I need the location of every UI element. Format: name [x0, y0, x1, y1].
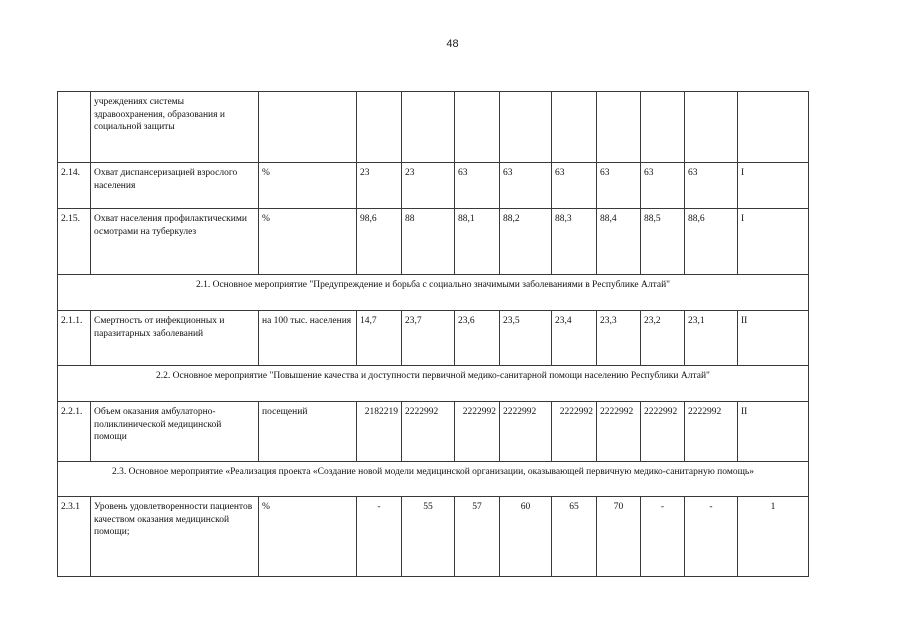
value-cell: 2222992	[552, 402, 597, 462]
section-row	[58, 275, 809, 311]
value-cell: -	[641, 497, 685, 577]
value-cell: 2182219	[357, 402, 402, 462]
unit-cell	[259, 92, 357, 163]
value-cell: 2222992	[500, 402, 552, 462]
value-cell: 98,6	[357, 209, 402, 275]
type-cell: I	[738, 209, 809, 275]
value-cell: 70	[597, 497, 641, 577]
type-cell	[738, 92, 809, 163]
section-row	[58, 366, 809, 402]
value-cell	[552, 92, 597, 163]
value-cell: 23,2	[641, 311, 685, 366]
type-cell: 1	[738, 497, 809, 577]
value-cell: -	[685, 497, 738, 577]
indicator-name: Уровень удовлетворенности пациентов качеством оказания медицинской помощи;	[91, 497, 259, 577]
value-cell: 63	[685, 163, 738, 209]
table-row	[58, 311, 809, 366]
value-cell: 23,3	[597, 311, 641, 366]
value-cell: 63	[641, 163, 685, 209]
value-cell: 60	[500, 497, 552, 577]
indicator-name: Объем оказания амбулаторно-поликлинической медицинской помощи	[91, 402, 259, 462]
type-cell: II	[738, 402, 809, 462]
row-number: 2.14.	[58, 163, 91, 209]
indicator-name: Охват населения профилактическими осмотрами на туберкулез	[91, 209, 259, 275]
indicator-table	[57, 91, 809, 577]
value-cell: 88,4	[597, 209, 641, 275]
value-cell: 63	[552, 163, 597, 209]
value-cell: 88,2	[500, 209, 552, 275]
value-cell: 88,3	[552, 209, 597, 275]
value-cell: 23,7	[402, 311, 455, 366]
value-cell	[402, 92, 455, 163]
row-number: 2.2.1.	[58, 402, 91, 462]
value-cell: 63	[455, 163, 500, 209]
row-number: 2.3.1	[58, 497, 91, 577]
row-number	[58, 92, 91, 163]
indicator-name: учреждениях системы здравоохранения, образования и социальной защиты	[91, 92, 259, 163]
table-row	[58, 163, 809, 209]
indicator-name: Смертность от инфекционных и паразитарных заболеваний	[91, 311, 259, 366]
section-row	[58, 462, 809, 497]
value-cell: 14,7	[357, 311, 402, 366]
unit-cell: посещений	[259, 402, 357, 462]
value-cell: 23,5	[500, 311, 552, 366]
value-cell	[685, 92, 738, 163]
value-cell: 88,1	[455, 209, 500, 275]
section-heading: 2.2. Основное мероприятие "Повышение качества и доступности первичной медико-санитарной помощи населению Республики Алтай"	[58, 366, 809, 402]
value-cell	[357, 92, 402, 163]
type-cell: II	[738, 311, 809, 366]
value-cell: 2222992	[641, 402, 685, 462]
value-cell: 23,6	[455, 311, 500, 366]
table-row	[58, 497, 809, 577]
table-row	[58, 209, 809, 275]
value-cell: 65	[552, 497, 597, 577]
unit-cell: %	[259, 163, 357, 209]
row-number: 2.1.1.	[58, 311, 91, 366]
unit-cell: %	[259, 497, 357, 577]
table-row	[58, 402, 809, 462]
value-cell: 23,1	[685, 311, 738, 366]
value-cell	[641, 92, 685, 163]
table-row	[58, 92, 809, 163]
value-cell: 63	[597, 163, 641, 209]
value-cell: 2222992	[597, 402, 641, 462]
indicator-name: Охват диспансеризацией взрослого населения	[91, 163, 259, 209]
value-cell: 23,4	[552, 311, 597, 366]
value-cell: 63	[500, 163, 552, 209]
value-cell: 88	[402, 209, 455, 275]
page-number: 48	[446, 38, 459, 50]
value-cell: 2222992	[402, 402, 455, 462]
value-cell: -	[357, 497, 402, 577]
section-heading: 2.1. Основное мероприятие "Предупреждение и борьба с социально значимыми заболеваниями в Республике Алтай"	[58, 275, 809, 311]
value-cell: 88,5	[641, 209, 685, 275]
value-cell: 23	[402, 163, 455, 209]
type-cell: I	[738, 163, 809, 209]
unit-cell: на 100 тыс. населения	[259, 311, 357, 366]
value-cell: 2222992	[685, 402, 738, 462]
value-cell: 55	[402, 497, 455, 577]
value-cell	[597, 92, 641, 163]
value-cell	[455, 92, 500, 163]
value-cell: 23	[357, 163, 402, 209]
section-heading: 2.3. Основное мероприятие «Реализация проекта «Создание новой модели медицинской организации, оказывающей первичную медико-санитарную помощь»	[58, 462, 809, 497]
value-cell: 57	[455, 497, 500, 577]
row-number: 2.15.	[58, 209, 91, 275]
value-cell: 2222992	[455, 402, 500, 462]
value-cell: 88,6	[685, 209, 738, 275]
unit-cell: %	[259, 209, 357, 275]
value-cell	[500, 92, 552, 163]
